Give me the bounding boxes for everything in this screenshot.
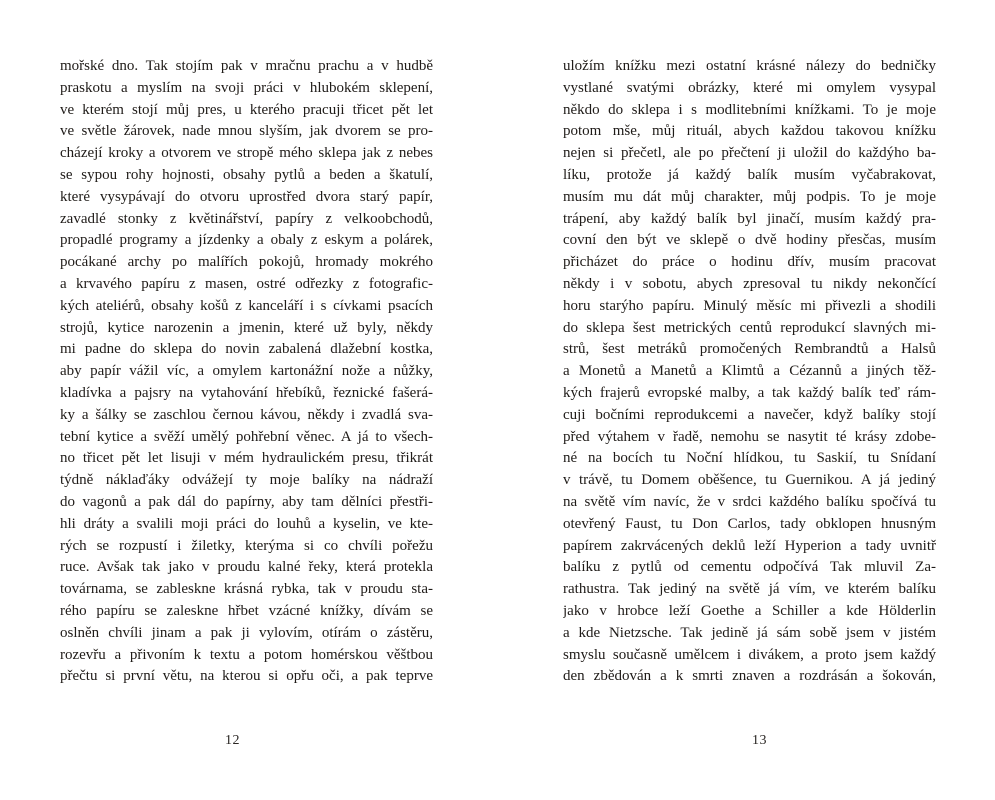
right-page-text <box>563 56 936 688</box>
text-line: strů, šest metráků promočených Rembrandtů a Halsů <box>563 341 936 358</box>
text-line: rého papíru se zaleskne hřbet vzácné knížky, dívám se <box>60 602 433 619</box>
left-page <box>0 0 497 800</box>
text-line: líku, protože já každý balík musím vyčabrakovat, <box>563 166 936 183</box>
text-line: propadlé programy a jízdenky a obaly z eskym a polárek, <box>60 232 433 249</box>
text-line: přicházet do práce o hodinu dřív, musím pracovat <box>563 254 936 271</box>
text-line: cházejí kroky a otvorem ve stropě mého sklepa jak z nebes <box>60 145 433 162</box>
text-line: musím mu dát můj charakter, můj podpis. To je moje <box>563 188 936 205</box>
text-line: strojů, kytice narozenin a jmenin, které už byly, někdy <box>60 319 433 336</box>
text-line: otevřený Faust, tu Don Carlos, tady obklopen hnusným <box>563 515 936 532</box>
text-line: oslněn chvíli jinam a pak ji vylovím, otírám o zástěru, <box>60 624 433 641</box>
text-line: továrnama, se zableskne krásná rybka, tak v proudu sta- <box>60 581 433 598</box>
text-line: mi padne do sklepa do novin zabalená dlažební kostka, <box>60 341 433 358</box>
text-line: týdně náklaďáky odvážejí ty moje balíky na nádraží <box>60 472 433 489</box>
text-line: mořské dno. Tak stojím pak v mračnu prachu a v hudbě <box>60 58 433 74</box>
text-line: v trávě, tu Domem oběšence, tu Guernikou. A já jediný <box>563 472 936 489</box>
text-line: né na bocích tu Noční hlídkou, tu Saskií, tu Snídaní <box>563 450 936 467</box>
text-line: pocákané archy po malířích pokojů, hromady mokrého <box>60 254 433 271</box>
text-line: trápení, aby každý balík byl jinačí, musím každý pra- <box>563 210 936 227</box>
text-line: se sypou rohy hojnosti, obsahy pytlů a beden a škatulí, <box>60 166 433 183</box>
left-page-text <box>60 56 433 688</box>
right-page <box>497 0 995 800</box>
text-line: do sklepa šest metrických centů reprodukcí slavných mi- <box>563 319 936 336</box>
left-page-number: 12 <box>225 733 240 748</box>
text-line: cuji bočními reprodukcemi a navečer, když balíky stojí <box>563 406 936 423</box>
text-line: na světě vím navíc, že v srdci každého balíku spočívá tu <box>563 493 936 510</box>
text-line: někdo do sklepa i s modlitebními knížkami. To je moje <box>563 101 936 118</box>
text-line: praskotu a myslím na svoji práci v hlubokém sklepení, <box>60 79 433 96</box>
text-line: ruce. Avšak tak jako v proudu kalné řeky, která protekla <box>60 559 433 576</box>
text-line: covní den být ve sklepě o dvě hodiny přesčas, musím <box>563 232 936 249</box>
text-line: balíku z pytlů od cementu odpočívá Tak mluvil Za- <box>563 559 936 576</box>
text-line: rathustra. Tak jediný na světě já vím, ve kterém balíku <box>563 581 936 598</box>
text-line: které vysypávají do otvoru uprostřed dvora starý papír, <box>60 188 433 205</box>
text-line: rozevřu a přivoním k textu a potom homérskou věštbou <box>60 646 433 663</box>
text-line: ve kterém stojí můj pres, u kterého pracuji třicet pět let <box>60 101 433 118</box>
text-line: do vagonů a pak dál do papírny, aby tam dělníci přestři- <box>60 493 433 510</box>
text-line: ve světle žárovek, nade mnou slyším, jak dvorem se pro- <box>60 123 433 140</box>
text-line: potom mše, můj rituál, abych každou takovou knížku <box>563 123 936 140</box>
text-line: a kde Nietzsche. Tak jedině já sám sobě jsem v jistém <box>563 624 936 641</box>
text-line: kladívka a pajsry na vytahování hřebíků, řeznické fašerá- <box>60 384 433 401</box>
text-line: aby papír vážil víc, a omylem kartonážní nože a nůžky, <box>60 363 433 380</box>
text-line: kých ateliérů, obsahy košů z kanceláří i s cívkami psacích <box>60 297 433 314</box>
text-line: kých frajerů evropské malby, a tak každý balík teď rám- <box>563 384 936 401</box>
text-line: no třicet pět let lisuji v mém hydraulickém presu, třikrát <box>60 450 433 467</box>
text-line: před výtahem v řadě, nemohu se nasytit té krásy zdobe- <box>563 428 936 445</box>
text-line: a krvavého papíru z masen, ostré odřezky z fotografic- <box>60 275 433 292</box>
text-line: den zbědován a k smrti znaven a rozdrásán a šokován, <box>563 668 936 685</box>
text-line: někdy i v sobotu, abych zpresoval tu nikdy nekončící <box>563 275 936 292</box>
text-line: ky a šálky se zaschlou černou kávou, někdy i zvadlá sva- <box>60 406 433 423</box>
text-line: papírem zakrvácených deklů leží Hyperion a tady uvnitř <box>563 537 936 554</box>
text-line: a Monetů a Manetů a Klimtů a Cézannů a jiných těž- <box>563 363 936 380</box>
text-line: uložím knížku mezi ostatní krásné nálezy do bedničky <box>563 58 936 74</box>
right-page-number: 13 <box>752 733 767 748</box>
text-line: hli dráty a svalili moji práci do louhů a kyselin, ve kte- <box>60 515 433 532</box>
text-line: jako v hrobce leží Goethe a Schiller a kde Hölderlin <box>563 602 936 619</box>
text-line: smyslu současně umělcem i divákem, a proto jsem každý <box>563 646 936 663</box>
text-line: tební kytice a svěží umělý pohřební věnec. A já to všech- <box>60 428 433 445</box>
text-line: přečtu si první větu, na kterou si opřu oči, a pak teprve <box>60 668 433 685</box>
text-line: nejen si přečetl, ale po přečtení ji uložil do každýho ba- <box>563 145 936 162</box>
text-line: horu starýho papíru. Minulý měsíc mi přivezli a shodili <box>563 297 936 314</box>
text-line: zavadlé stonky z květinářství, papíry z velkoobchodů, <box>60 210 433 227</box>
text-line: rých se rozpustí i žiletky, kterýma si co chvíli pořežu <box>60 537 433 554</box>
text-line: vystlané svatými obrázky, které mi omylem vysypal <box>563 79 936 96</box>
